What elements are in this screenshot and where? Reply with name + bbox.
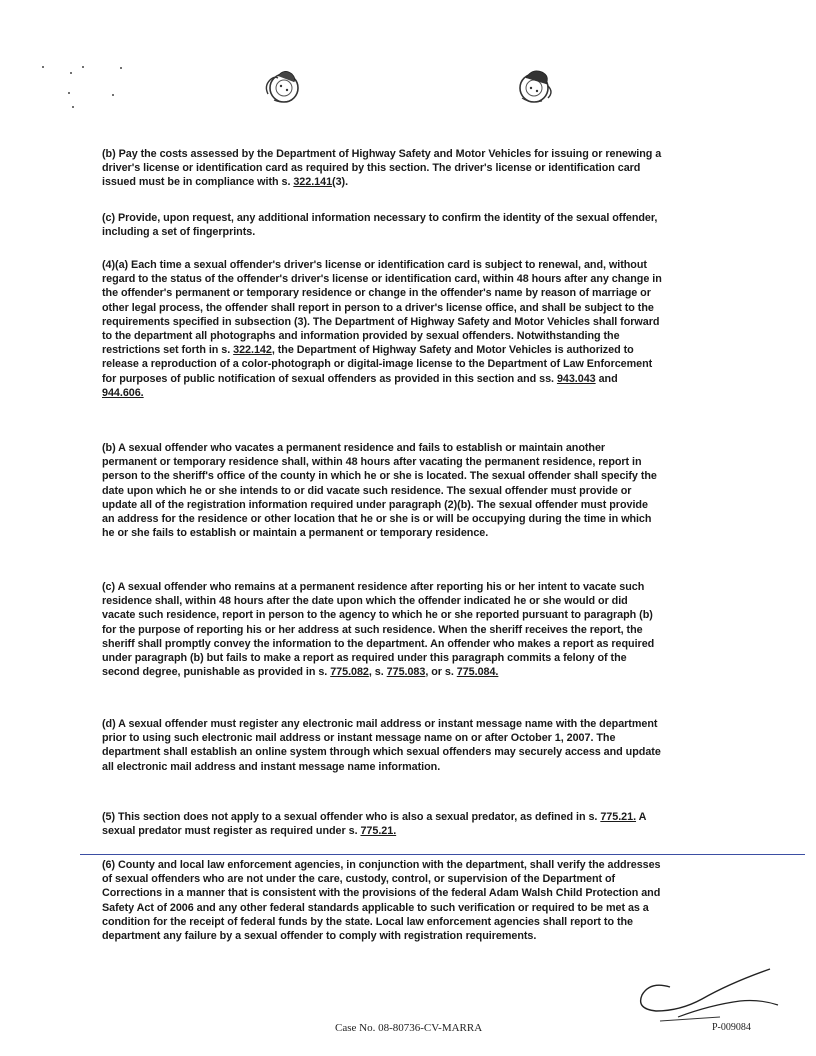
statute-link[interactable]: 775.082 <box>330 666 369 679</box>
paragraph-text: A sexual predator must register as required under s. <box>102 811 646 838</box>
paragraph-3b <box>102 147 662 190</box>
paragraph-text: (c) A sexual offender who remains at a permanent residence after reporting his or her intent to vacate such residence shall, within 48 hours after the date upon which the offender indicated he or she would or did vacate such residence, report in person to the agency to which he or she reported pursuant to paragraph (b) for the purpose of reporting his or her address at such residence. When the sheriff receives the report, the sheriff shall promptly convey the information to the department. An offender who makes a report as required under paragraph (b) but fails to make a report as required under this paragraph commits a felony of the second degree, punishable as provided in s. <box>102 581 655 679</box>
statute-link[interactable]: 943.043 <box>556 372 596 385</box>
scan-speck <box>70 72 72 74</box>
paragraph-text: (b) Pay the costs assessed by the Department of Highway Safety and Motor Vehicles for issuing or renewing a driver's license or identification card as required by this section. The driver's license or identification card issued must be in compliance with s. <box>102 148 662 189</box>
paragraph-4c <box>102 580 662 679</box>
paragraph-text: (4)(a) Each time a sexual offender's driver's license or identification card is subject to renewal, and, without regard to the status of the offender's driver's license or identification card, within 48 hours after any change in the offender's permanent or temporary residence or change in the offender's name by reason of marriage or other legal process, the offender shall report in person to a driver's license office, and shall be subject to the requirements specified in subsection (3). The Department of Highway Safety and Motor Vehicles shall forward to the department all photographs and information provided by sexual offenders. Notwithstanding the restrictions set forth in s. <box>102 259 662 357</box>
seal-icon <box>260 66 306 106</box>
paragraph-6: (6) County and local law enforcement agencies, in conjunction with the department, shall verify the addresses of sexual offenders who are not under the care, custody, control, or supervision of the Department of Corrections in a manner that is consistent with the provisions of the federal Adam Walsh Child Protection and Safety Act of 2006 and any other federal standards applicable to such verification or required to be met as a condition for the receipt of federal funds by the state. Local law enforcement agencies shall report to the department any failure by a sexual offender to comply with registration requirements. <box>102 859 661 943</box>
statute-link[interactable]: 775.083 <box>386 666 426 679</box>
statute-link[interactable]: 775.21. <box>600 811 637 823</box>
paragraph-5 <box>102 810 662 838</box>
paragraph-text: , or s. <box>425 666 457 679</box>
statute-link[interactable]: 775.084. <box>456 666 499 679</box>
scan-speck <box>120 67 122 69</box>
bates-number: P-009084 <box>712 1022 751 1033</box>
paragraph-4a <box>102 258 662 400</box>
scan-speck <box>68 92 70 94</box>
scan-speck <box>112 94 114 96</box>
section-divider <box>80 854 805 855</box>
paragraph-text: (5) This section does not apply to a sexual offender who is also a sexual predator, as defined in s. <box>102 811 601 823</box>
signature-icon <box>620 965 780 1035</box>
paragraph-4d: (d) A sexual offender must register any electronic mail address or instant message name with the department prior to using such electronic mail address or instant message name on or after October 1, 2007. The department shall establish an online system through which sexual offenders may securely access and update all electronic mail address and instant message name information. <box>102 718 661 773</box>
seal-icon <box>512 66 558 106</box>
scan-speck <box>82 66 84 68</box>
statute-link[interactable]: 322.141 <box>293 176 333 189</box>
paragraph-4b: (b) A sexual offender who vacates a permanent residence and fails to establish or maintain another permanent or temporary residence shall, within 48 hours after vacating the permanent residence, report in person to the sheriff's office of the county in which he or she is located. The sexual offender shall specify the date upon which he or she intends to or did vacate such residence. The sexual offender must provide or update all of the registration information required under paragraph (2)(b). The sexual offender must provide an address for the residence or other location that he or she is or will be occupying during the time in which he or she fails to establish or maintain a permanent or temporary residence. <box>102 442 657 540</box>
scan-speck <box>72 106 74 108</box>
paragraph-3c: (c) Provide, upon request, any additional information necessary to confirm the identity of the sexual offender, including a set of fingerprints. <box>102 212 658 239</box>
scan-speck <box>42 66 44 68</box>
paragraph-text: (3). <box>332 176 349 189</box>
statute-link[interactable]: 775.21. <box>360 825 397 838</box>
paragraph-text: , the Department of Highway Safety and Motor Vehicles is authorized to release a reproduction of a color-photograph or digital-image license to the Department of Law Enforcement for purposes of public notification of sexual offenders as provided in this section and ss. <box>102 344 653 385</box>
statute-link[interactable]: 944.606. <box>102 386 144 399</box>
statute-link[interactable]: 322.142 <box>233 344 272 357</box>
case-number: Case No. 08-80736-CV-MARRA <box>335 1022 483 1034</box>
paragraph-text: and <box>595 372 618 385</box>
paragraph-text: , s. <box>368 666 387 679</box>
